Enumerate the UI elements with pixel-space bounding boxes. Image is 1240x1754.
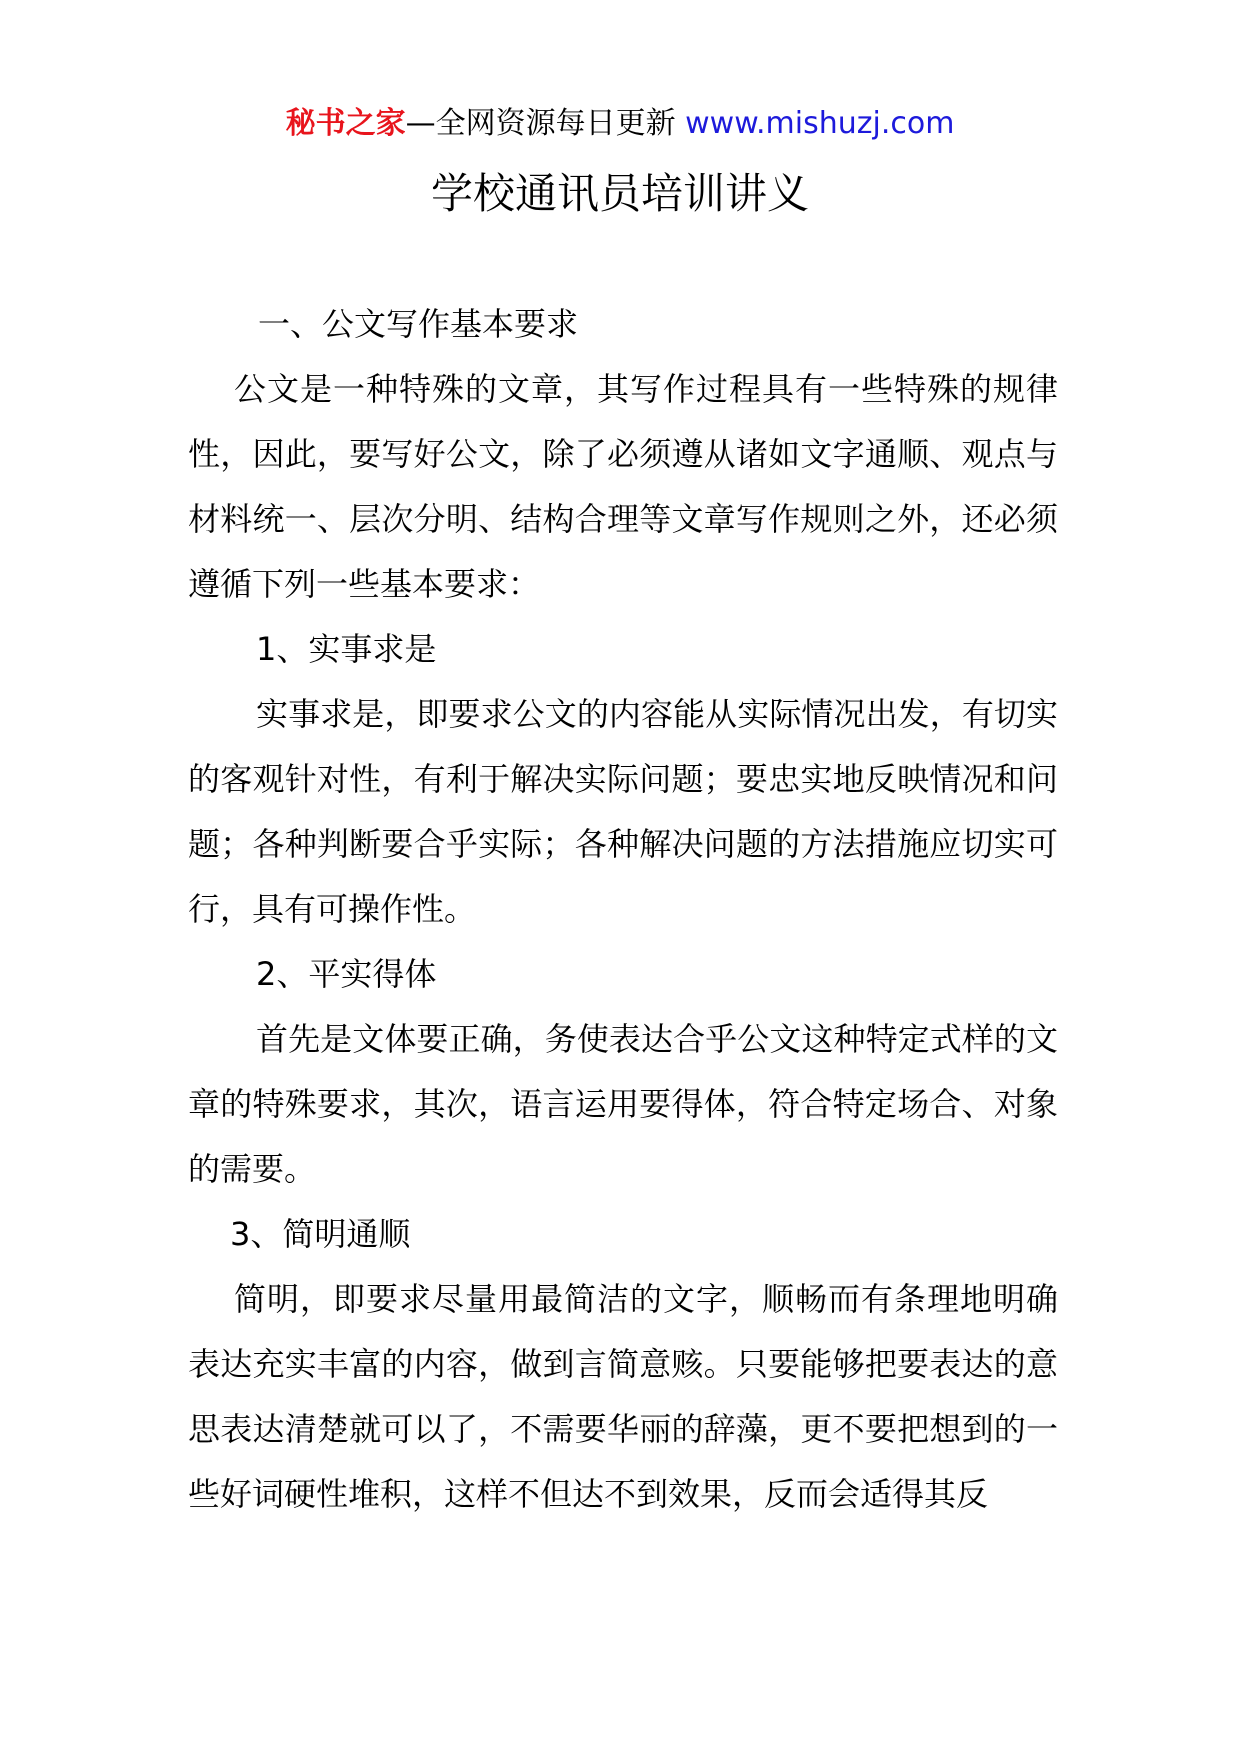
intro-paragraph: 公文是一种特殊的文章，其写作过程具有一些特殊的规律性，因此，要写好公文，除了必须遵从诸如文字通顺、观点与材料统一、层次分明、结构合理等文章写作规则之外，还必须遵循下列一些基本要求： <box>188 370 1058 603</box>
site-header <box>0 102 1240 146</box>
brand-name: 秘书之家 <box>285 106 406 141</box>
document-body <box>188 292 1058 1527</box>
item-paragraph: 实事求是，即要求公文的内容能从实际情况出发，有切实的客观针对性，有利于解决实际问题；要忠实地反映情况和问题；各种判断要合乎实际；各种解决问题的方法措施应切实可行，具有可操作性。 <box>188 695 1058 928</box>
item-heading: 1、实事求是 <box>256 630 437 668</box>
document-title: 学校通讯员培训讲义 <box>430 169 809 218</box>
item-heading: 2、平实得体 <box>256 955 437 993</box>
section-heading: 一、公文写作基本要求 <box>258 305 579 343</box>
site-url[interactable]: www.mishuzj.com <box>685 106 955 141</box>
item-heading: 3、简明通顺 <box>230 1215 411 1253</box>
item-paragraph: 首先是文体要正确，务使表达合乎公文这种特定式样的文章的特殊要求，其次，语言运用要得体，符合特定场合、对象的需要。 <box>188 1020 1058 1188</box>
header-tagline: —全网资源每日更新 <box>405 106 676 141</box>
item-paragraph: 简明，即要求尽量用最简洁的文字，顺畅而有条理地明确表达充实丰富的内容，做到言简意赅。只要能够把要表达的意思表达清楚就可以了，不需要华丽的辞藻，更不要把想到的一些好词硬性堆积，这样不但达不到效果，反而会适得其反 <box>188 1280 1058 1513</box>
